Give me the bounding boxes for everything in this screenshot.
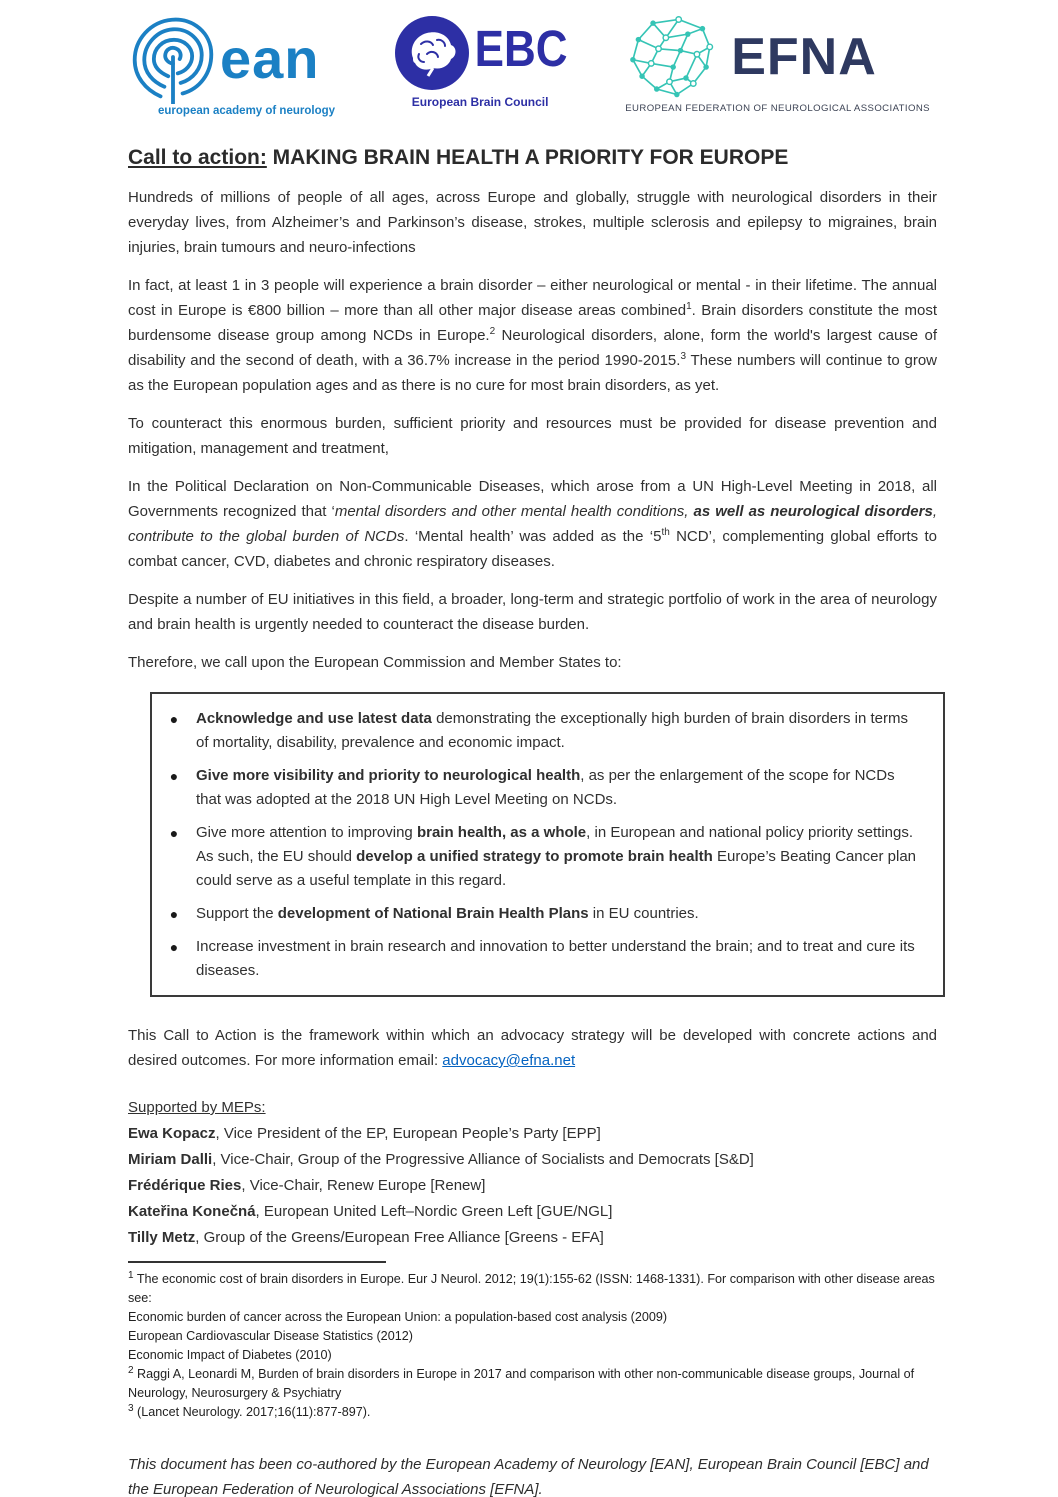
list-item	[152, 764, 921, 812]
footnotes-section	[128, 1261, 937, 1422]
bullet-text: Increase investment in brain research and innovation to better understand the brain; and to treat and cure its diseases.	[196, 938, 915, 979]
footnote-divider	[128, 1261, 386, 1263]
efna-network-icon	[625, 14, 725, 100]
bullet-text: Acknowledge and use latest data demonstrating the exceptionally high burden of brain disorders in terms of mortality, disability, prevalence and economic impact.	[196, 710, 909, 751]
list-item	[152, 902, 921, 926]
footnote: $^1$ The economic cost of brain disorders in Europe. Eur J Neurol. 2012; 19(1):155-62 (ISSN: 1468-1331). For comparison with other disease areas see:	[128, 1269, 935, 1305]
list-item	[152, 821, 921, 893]
call-to-action-box	[150, 692, 945, 997]
footnote: Economic burden of cancer across the European Union: a population-based cost analysis (2009)	[128, 1310, 668, 1324]
therefore-paragraph: Therefore, we call upon the European Commission and Member States to:	[128, 654, 622, 671]
footnote: $^3$ (Lancet Neurology. 2017;16(11):877-897).	[128, 1402, 371, 1419]
list-item	[152, 707, 921, 755]
footnote: $^2$ Raggi A, Leonardi M, Burden of brain disorders in Europe in 2017 and comparison with other non-communicable disease groups, Journal of Neurology, Neurosurgery & Psychiatry	[128, 1364, 915, 1400]
un-declaration-paragraph: In the Political Declaration on Non-Communicable Diseases, which arose from a UN High-Level Meeting in 2018, all Governments recognized that ‘mental disorders and other mental health conditions, as well as neurological disorders, contribute to the global burden of NCDs. ‘Mental health’ was added as the ‘5th NCD’, complementing global efforts to combat cancer, CVD, diabetes and chronic respiratory diseases.	[128, 478, 937, 570]
logo-row	[0, 0, 1058, 117]
efna-caption: EUROPEAN FEDERATION OF NEUROLOGICAL ASSOCIATIONS	[625, 103, 930, 114]
bullet-text: Support the development of National Brain Health Plans in EU countries.	[196, 905, 699, 922]
list-item	[152, 935, 921, 983]
mep-line: Tilly Metz, Group of the Greens/European Free Alliance [Greens - EFA]	[128, 1229, 604, 1246]
document-body	[0, 146, 1058, 1497]
email-link[interactable]: advocacy@efna.net	[442, 1052, 576, 1069]
ebc-logo	[393, 14, 568, 109]
mep-line: Ewa Kopacz, Vice President of the EP, European People’s Party [EPP]	[128, 1125, 601, 1142]
bullet-marker: ●	[169, 906, 179, 922]
bullet-text: Give more attention to improving brain health, as a whole, in European and national policy priority settings. As such, the EU should develop a unified strategy to promote brain health Europe’s Beating Cancer plan could serve as a useful template in this regard.	[196, 824, 917, 889]
mep-line: Miriam Dalli, Vice-Chair, Group of the Progressive Alliance of Socialists and Democrats [S&D]	[128, 1151, 754, 1168]
ebc-brain-icon	[393, 14, 471, 92]
supported-by-heading: Supported by MEPs:	[128, 1099, 266, 1116]
efna-wordmark: EFNA	[731, 27, 877, 86]
bullet-text: Give more visibility and priority to neurological health, as per the enlargement of the scope for NCDs that was adopted at the 2018 UN High Level Meeting on NCDs.	[196, 767, 895, 808]
mep-line: Frédérique Ries, Vice-Chair, Renew Europe [Renew]	[128, 1177, 486, 1194]
eu-initiatives-paragraph: Despite a number of EU initiatives in this field, a broader, long-term and strategic portfolio of work in the area of neurology and brain health is urgently needed to counteract the disease burden.	[128, 591, 937, 633]
page-title: Call to action: MAKING BRAIN HEALTH A PRIORITY FOR EUROPE	[128, 146, 789, 169]
counteract-paragraph: To counteract this enormous burden, sufficient priority and resources must be provided for disease prevention and mitigation, management and treatment,	[128, 415, 937, 457]
bullet-marker: ●	[169, 711, 179, 727]
burden-paragraph: In fact, at least 1 in 3 people will experience a brain disorder – either neurological or mental - in their lifetime. The annual cost in Europe is €800 billion – more than all other major disease areas combined$^1$. Brain disorders constitute the most burdensome disease group among NCDs in Europe.$^2$ Neurological disorders, alone, form the world's largest cause of disability and the second of death, with a 36.7% increase in the period 1990-2015.$^3$ These numbers will continue to grow as the European population ages and as there is no cure for most brain disorders, as yet.	[128, 277, 938, 394]
ean-brain-icon	[130, 14, 216, 104]
footnote: European Cardiovascular Disease Statistics (2012)	[128, 1329, 413, 1343]
ebc-caption: European Brain Council	[411, 95, 549, 109]
efna-logo	[625, 14, 930, 114]
bullet-marker: ●	[169, 939, 179, 955]
ean-wordmark: ean	[220, 27, 320, 91]
supported-by-section	[128, 1095, 937, 1251]
ebc-wordmark: EBC	[474, 21, 568, 78]
footnote: Economic Impact of Diabetes (2010)	[128, 1348, 332, 1362]
closing-paragraph: This Call to Action is the framework within which an advocacy strategy will be developed with concrete actions and desired outcomes. For more information email: advocacy@efna.net	[128, 1027, 937, 1069]
intro-paragraph: Hundreds of millions of people of all ages, across Europe and globally, struggle with neurological disorders in their everyday lives, from Alzheimer’s and Parkinson’s disease, strokes, multiple sclerosis and epilepsy to migraines, brain injuries, brain tumours and neuro-infections	[128, 189, 937, 256]
bullet-marker: ●	[169, 768, 179, 784]
mep-line: Kateřina Konečná, European United Left–Nordic Green Left [GUE/NGL]	[128, 1203, 613, 1220]
ean-caption: european academy of neurology	[158, 105, 336, 117]
bullet-marker: ●	[169, 825, 179, 841]
coauthor-note: This document has been co-authored by the European Academy of Neurology [EAN], European Brain Council [EBC] and the European Federation of Neurological Associations [EFNA].	[128, 1456, 929, 1497]
ean-logo	[130, 14, 335, 117]
